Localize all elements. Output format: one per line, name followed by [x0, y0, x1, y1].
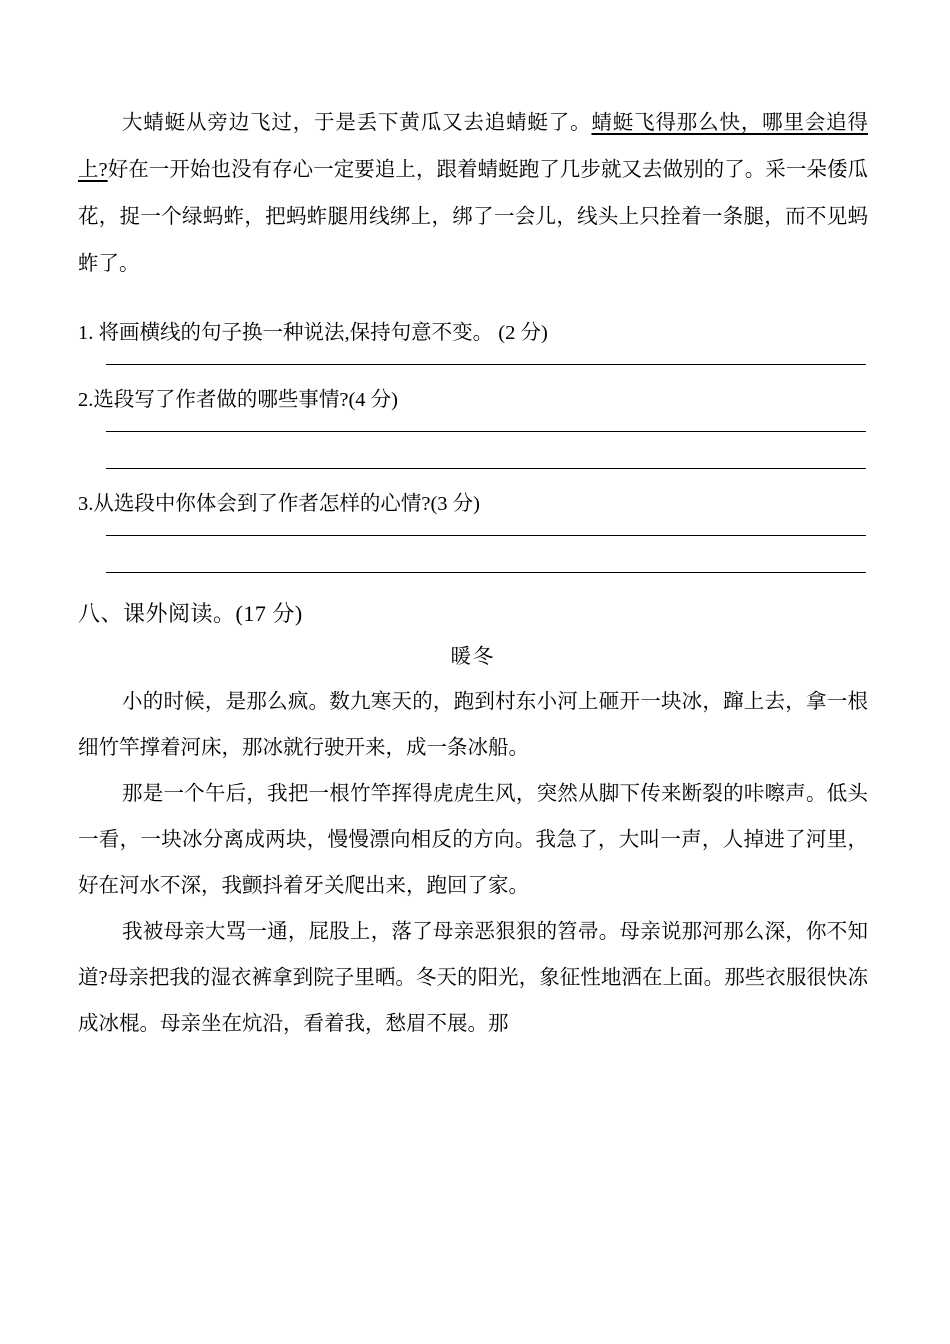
- answer-line[interactable]: [106, 468, 866, 469]
- question-2-answer-area[interactable]: [78, 431, 868, 469]
- question-block-1: [78, 316, 868, 365]
- question-2-label: 选段写了作者做的哪些事情?(4 分): [93, 389, 399, 411]
- question-block-2: [78, 383, 868, 469]
- answer-line[interactable]: [106, 431, 866, 432]
- question-3-answer-area[interactable]: [78, 535, 868, 573]
- passage-title: 暖冬: [450, 646, 496, 668]
- page-content: [78, 100, 868, 1047]
- question-block-3: [78, 487, 868, 573]
- question-2-text: [78, 383, 868, 417]
- section-heading-eight: 八、课外阅读。(17 分): [78, 601, 303, 626]
- question-1-number: 1.: [78, 322, 94, 344]
- passage-paragraph-1: 小的时候，是那么疯。数九寒天的，跑到村东小河上砸开一块冰，蹿上去，拿一根细竹竿撑着河床，那冰就行驶开来，成一条冰船。: [78, 691, 868, 759]
- answer-line[interactable]: [106, 535, 866, 536]
- question-1-text: [78, 316, 868, 350]
- answer-line[interactable]: [106, 364, 866, 365]
- question-3-text: [78, 487, 868, 521]
- excerpt-paragraph: [78, 100, 868, 288]
- question-3-label: 从选段中你体会到了作者怎样的心情?(3 分): [93, 493, 481, 515]
- excerpt-text-after: 好在一开始也没有存心一定要追上，跟着蜻蜓跑了几步就又去做别的了。采一朵倭瓜花，捉一个绿蚂蚱，把蚂蚱腿用线绑上，绑了一会儿，线头上只拴着一条腿，而不见蚂蚱了。: [78, 159, 868, 275]
- reading-passage: [78, 635, 868, 1047]
- question-3-number: 3.: [78, 493, 94, 515]
- passage-paragraph-3: 我被母亲大骂一通，屁股上，落了母亲恶狠狠的笤帚。母亲说那河那么深，你不知道?母亲把我的湿衣裤拿到院子里晒。冬天的阳光，象征性地洒在上面。那些衣服很快冻成冰棍。母亲坐在炕沿，看着我，愁眉不展。那: [78, 921, 868, 1035]
- passage-paragraph-2: 那是一个午后，我把一根竹竿挥得虎虎生风，突然从脚下传来断裂的咔嚓声。低头一看，一块冰分离成两块，慢慢漂向相反的方向。我急了，大叫一声，人掉进了河里，好在河水不深，我颤抖着牙关爬出来，跑回了家。: [78, 783, 868, 897]
- question-2-number: 2.: [78, 389, 94, 411]
- excerpt-text-before: 大蜻蜓从旁边飞过，于是丢下黄瓜又去追蜻蜓了。: [122, 112, 592, 134]
- question-1-label: 将画横线的句子换一种说法,保持句意不变。 (2 分): [98, 322, 548, 344]
- question-1-answer-area[interactable]: [78, 364, 868, 365]
- excerpt-underlined-sentence: 蜻蜓飞得那么快，哪里会追得上?: [78, 112, 869, 181]
